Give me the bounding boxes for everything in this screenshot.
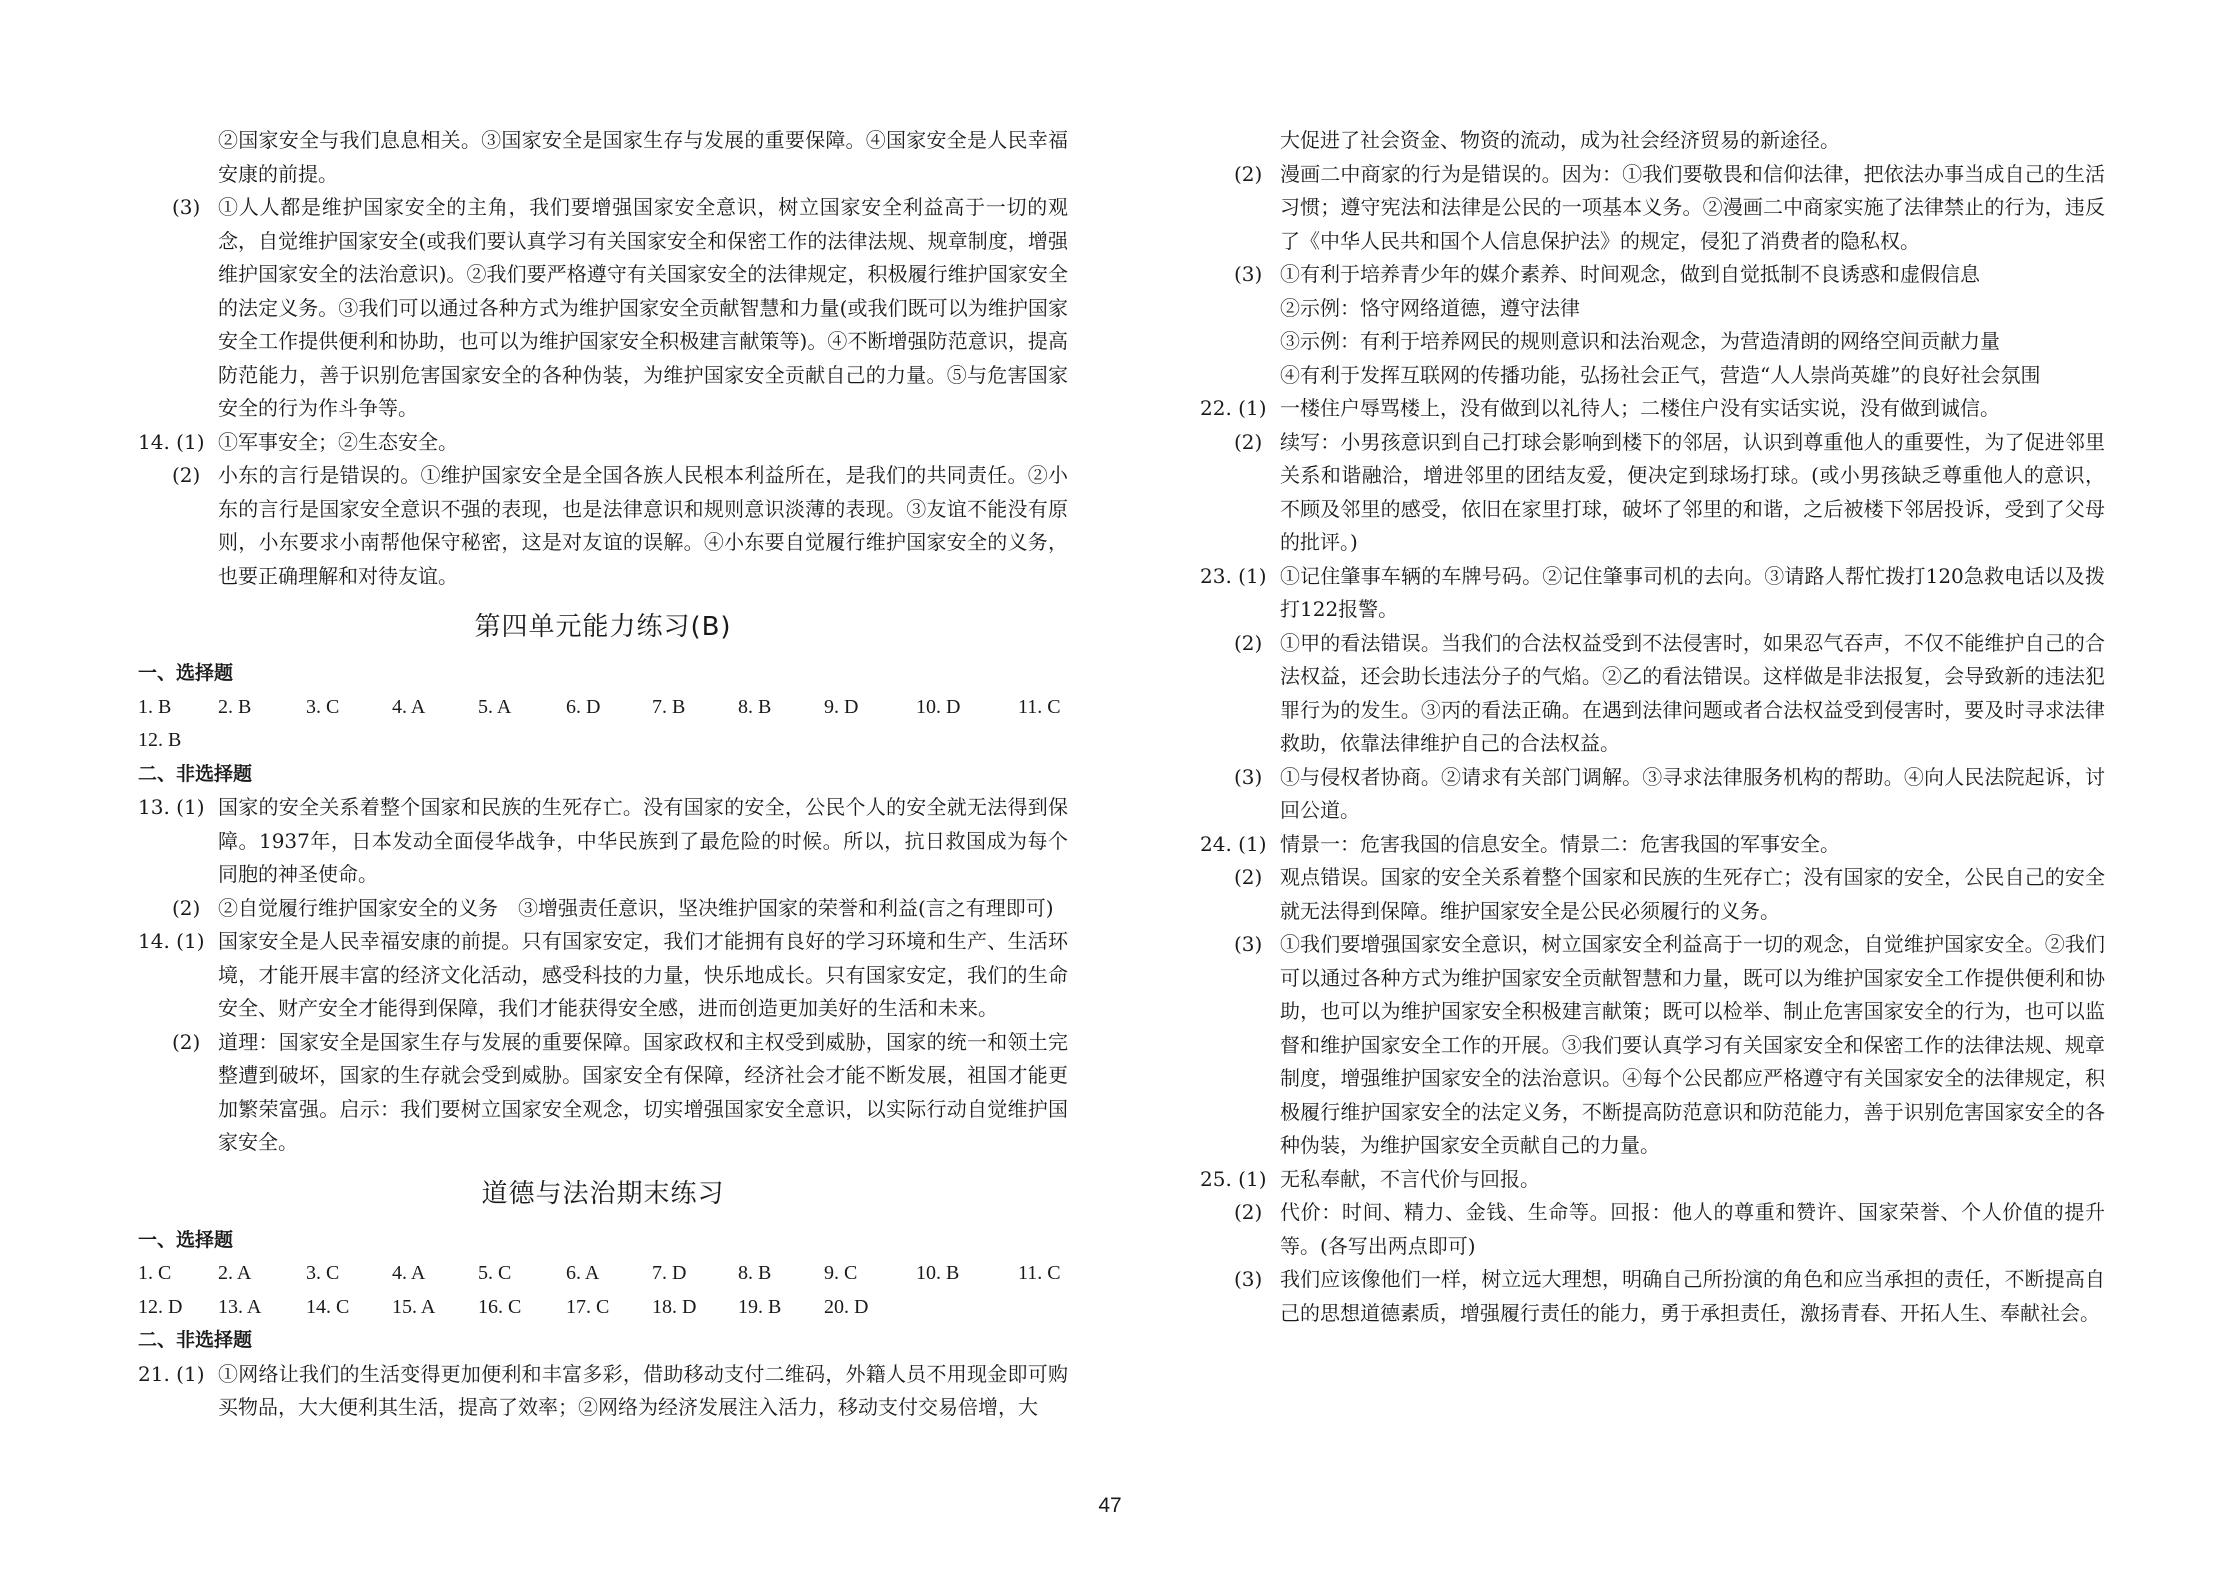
- question-label: 14. (1): [138, 929, 205, 953]
- answer-paragraph: [138, 426, 1068, 460]
- choice-answer: 12. B: [138, 729, 182, 751]
- answer-paragraph: [1200, 292, 2105, 326]
- choice-answer: 17. C: [566, 1295, 610, 1318]
- answer-text: ①有利于培养青少年的媒介素养、时间观念，做到自觉抵制不良诱惑和虚假信息: [1280, 262, 1980, 286]
- answer-paragraph: [1200, 761, 2105, 828]
- choice-answer: 5. C: [478, 1262, 512, 1284]
- answer-text: ①与侵权者协商。②请求有关部门调解。③寻求法律服务机构的帮助。④向人民法院起诉，讨回公道。: [1280, 764, 2105, 822]
- answer-text: 一楼住户辱骂楼上，没有做到以礼待人；二楼住户没有实话实说，没有做到诚信。: [1280, 396, 2000, 420]
- answer-text: ③示例：有利于培养网民的规则意识和法治观念，为营造清朗的网络空间贡献力量: [1280, 329, 2000, 353]
- question-label: (2): [1234, 865, 1263, 889]
- left-column: [138, 124, 1068, 1425]
- choice-answer: 11. C: [1018, 1262, 1061, 1284]
- question-label: (3): [1234, 764, 1263, 789]
- question-label: 23. (1): [1200, 563, 1267, 588]
- answer-text: 代价：时间、精力、金钱、生命等。回报：他人的尊重和赞许、国家荣誉、个人价值的提升等。(各写出两点即可): [1280, 1200, 2105, 1258]
- answer-text: ①记住肇事车辆的车牌号码。②记住肇事司机的去向。③请路人帮忙拨打120急救电话以及拨打122报警。: [1280, 563, 2105, 621]
- answer-text: 国家的安全关系着整个国家和民族的生死存亡。没有国家的安全，公民个人的安全就无法得到保障。1937年，日本发动全面侵华战争，中华民族到了最危险的时候。所以，抗日救国成为每个同胞的神圣使命。: [218, 795, 1068, 886]
- choice-answer: 4. A: [392, 1262, 426, 1284]
- question-label: (3): [172, 195, 201, 219]
- answer-paragraph: [1200, 158, 2105, 259]
- answer-paragraph: [1200, 560, 2105, 627]
- choice-answer: 11. C: [1018, 695, 1061, 718]
- choice-answer: 9. C: [824, 1262, 858, 1284]
- choice-answer: 4. A: [392, 695, 426, 718]
- section-title: 第四单元能力练习(B): [474, 612, 732, 642]
- answer-paragraph: [138, 1358, 1068, 1425]
- answer-text: 道理：国家安全是国家生存与发展的重要保障。国家政权和主权受到威胁，国家的统一和领土完整遭到破坏，国家的生存就会受到威胁。国家安全有保障，经济社会才能不断发展，祖国才能更加繁荣富强。启示：我们要树立国家安全观念，切实增强国家安全意识，以实际行动自觉维护国家安全。: [218, 1029, 1068, 1154]
- answer-paragraph: [138, 459, 1068, 593]
- question-label: 25. (1): [1200, 1166, 1267, 1191]
- answer-paragraph: [138, 925, 1068, 1026]
- choice-answers-row: [138, 1257, 1068, 1291]
- answer-text: 续写：小男孩意识到自己打球会影响到楼下的邻居，认识到尊重他人的重要性，为了促进邻里关系和谐融洽，增进邻里的团结友爱，便决定到球场打球。(或小男孩缺乏尊重他人的意识，不顾及邻里的感受，依旧在家里打球，破坏了邻里的和谐，之后被楼下邻居投诉，受到了父母的批评。): [1280, 429, 2105, 554]
- choice-answer: 8. B: [738, 1262, 772, 1284]
- answer-paragraph: [1200, 928, 2105, 1163]
- answer-paragraph: [1200, 1263, 2105, 1330]
- question-label: (3): [1234, 262, 1263, 286]
- subsection-heading: 一、选择题: [138, 662, 234, 684]
- choice-answer: 12. D: [138, 1295, 183, 1318]
- answer-text: ①甲的看法错误。当我们的合法权益受到不法侵害时，如果忍气吞声，不仅不能维护自己的合法权益，还会助长违法分子的气焰。②乙的看法错误。这样做是非法报复，会导致新的违法犯罪行为的发生。③丙的看法正确。在遇到法律问题或者合法权益受到侵害时，要及时寻求法律救助，依靠法律维护自己的合法权益。: [1280, 630, 2105, 755]
- answer-text: 无私奉献，不言代价与回报。: [1280, 1166, 1540, 1191]
- question-label: (2): [1234, 429, 1263, 454]
- answer-text: 小东的言行是错误的。①维护国家安全是全国各族人民根本利益所在，是我们的共同责任。②小东的言行是国家安全意识不强的表现，也是法律意识和规则意识淡薄的表现。③友谊不能没有原则，小东要求小南帮他保守秘密，这是对友谊的误解。④小东要自觉履行维护国家安全的义务，也要正确理解和对待友谊。: [218, 463, 1068, 588]
- answer-paragraph: [1200, 426, 2105, 560]
- choice-answer: 7. B: [652, 695, 686, 718]
- choice-answer: 6. D: [566, 695, 601, 718]
- answer-text: 漫画二中商家的行为是错误的。因为：①我们要敬畏和信仰法律，把依法办事当成自己的生活习惯；遵守宪法和法律是公民的一项基本义务。②漫画二中商家实施了法律禁止的行为，违反了《中华人民共和国个人信息保护法》的规定，侵犯了消费者的隐私权。: [1280, 161, 2105, 253]
- choice-answer: 13. A: [218, 1295, 262, 1318]
- choice-answer: 6. A: [566, 1262, 600, 1284]
- answer-text: ②示例：恪守网络道德，遵守法律: [1280, 295, 1580, 320]
- answer-text: ②自觉履行维护国家安全的义务 ③增强责任意识，坚决维护国家的荣誉和利益(言之有理即可): [218, 895, 1054, 920]
- choice-answer: 20. D: [824, 1295, 869, 1318]
- choice-answer: 7. D: [652, 1262, 687, 1284]
- answer-paragraph: [1200, 861, 2105, 928]
- choice-answer: 3. C: [306, 695, 340, 718]
- page-number: 47: [1098, 1494, 1122, 1517]
- answer-text: 国家安全是人民幸福安康的前提。只有国家安定，我们才能拥有良好的学习环境和生产、生活环境，才能开展丰富的经济文化活动，感受科技的力量，快乐地成长。只有国家安定，我们的生命安全、财产安全才能得到保障，我们才能获得安全感，进而创造更加美好的生活和未来。: [218, 929, 1068, 1020]
- choice-answer: 3. C: [306, 1262, 340, 1284]
- choice-answer: 1. B: [138, 695, 172, 718]
- choice-answers-row: [138, 1291, 1068, 1325]
- choice-answers-row: [138, 724, 1068, 758]
- right-column: [1200, 124, 2105, 1330]
- answer-paragraph: [138, 191, 1068, 426]
- choice-answer: 1. C: [138, 1262, 172, 1284]
- answer-text: ①我们要增强国家安全意识，树立国家安全利益高于一切的观念，自觉维护国家安全。②我们可以通过各种方式为维护国家安全贡献智慧和力量，既可以为维护国家安全工作提供便利和协助，也可以为维护国家安全积极建言献策；既可以检举、制止危害国家安全的行为，也可以监督和维护国家安全工作的开展。③我们要认真学习有关国家安全和保密工作的法律法规、规章制度，增强维护国家安全的法治意识。④每个公民都应严格遵守有关国家安全的法律规定，积极履行维护国家安全的法定义务，不断提高防范意识和防范能力，善于识别危害国家安全的各种伪装，为维护国家安全贡献自己的力量。: [1280, 932, 2105, 1157]
- question-label: 24. (1): [1200, 831, 1267, 856]
- answer-paragraph: [1200, 359, 2105, 393]
- choice-answer: 16. C: [478, 1295, 522, 1318]
- choice-answer: 5. A: [478, 695, 512, 718]
- answer-paragraph: [1200, 627, 2105, 761]
- subsection-heading: 二、非选择题: [138, 762, 253, 785]
- answer-paragraph: [1200, 828, 2105, 862]
- question-label: (2): [1234, 161, 1263, 186]
- question-label: (2): [172, 895, 201, 920]
- answer-text: 大促进了社会资金、物资的流动，成为社会经济贸易的新途径。: [1280, 128, 1840, 152]
- answer-text: ④有利于发挥互联网的传播功能，弘扬社会正气，营造“人人崇尚英雄”的良好社会氛围: [1280, 362, 2041, 387]
- answer-paragraph: [1200, 258, 2105, 292]
- answer-text: ①网络让我们的生活变得更加便利和丰富多彩，借助移动支付二维码，外籍人员不用现金即可购买物品，大大便利其生活，提高了效率；②网络为经济发展注入活力，移动支付交易倍增，大: [218, 1361, 1068, 1419]
- choice-answer: 10. D: [916, 695, 961, 718]
- answer-text: 情景一：危害我国的信息安全。情景二：危害我国的军事安全。: [1280, 831, 1840, 856]
- question-label: 14. (1): [138, 429, 205, 454]
- answer-paragraph: [138, 1026, 1068, 1160]
- question-label: (2): [1234, 1200, 1263, 1224]
- choice-answers-row: [138, 691, 1068, 725]
- choice-answer: 9. D: [824, 695, 859, 718]
- choice-answer: 2. A: [218, 1262, 252, 1284]
- answer-paragraph: [1200, 1196, 2105, 1263]
- answer-paragraph: [1200, 392, 2105, 426]
- subsection-heading: 一、选择题: [138, 1228, 234, 1251]
- answer-paragraph: [138, 124, 1068, 191]
- question-label: (2): [172, 1029, 201, 1054]
- answer-paragraph: [1200, 1163, 2105, 1197]
- question-label: (2): [172, 463, 201, 487]
- choice-answer: 10. B: [916, 1262, 960, 1284]
- answer-paragraph: [138, 791, 1068, 892]
- answer-text: ①人人都是维护国家安全的主角，我们要增强国家安全意识，树立国家安全利益高于一切的观念，自觉维护国家安全(或我们要认真学习有关国家安全和保密工作的法律法规、规章制度，增强维护国家安全的法治意识)。②我们要严格遵守有关国家安全的法律规定，积极履行维护国家安全的法定义务。③我们可以通过各种方式为维护国家安全贡献智慧和力量(或我们既可以为维护国家安全工作提供便利和协助，也可以为维护国家安全积极建言献策等)。④不断增强防范意识，提高防范能力，善于识别危害国家安全的各种伪装，为维护国家安全贡献自己的力量。⑤与危害国家安全的行为作斗争等。: [218, 195, 1068, 420]
- answer-text: ②国家安全与我们息息相关。③国家安全是国家生存与发展的重要保障。④国家安全是人民幸福安康的前提。: [218, 128, 1068, 186]
- question-label: (3): [1234, 932, 1263, 956]
- choice-answer: 8. B: [738, 695, 772, 718]
- answer-text: 观点错误。国家的安全关系着整个国家和民族的生死存亡；没有国家的安全，公民自己的安全就无法得到保障。维护国家安全是公民必须履行的义务。: [1280, 865, 2105, 923]
- answer-text: 我们应该像他们一样，树立远大理想，明确自己所扮演的角色和应当承担的责任，不断提高自己的思想道德素质，增强履行责任的能力，勇于承担责任，激扬青春、开拓人生、奉献社会。: [1280, 1267, 2105, 1325]
- answer-paragraph: [1200, 325, 2105, 359]
- answer-paragraph: [1200, 124, 2105, 158]
- choice-answer: 18. D: [652, 1295, 697, 1318]
- question-label: (3): [1234, 1267, 1263, 1291]
- choice-answer: 14. C: [306, 1295, 350, 1318]
- choice-answer: 19. B: [738, 1295, 782, 1318]
- question-label: (2): [1234, 630, 1263, 655]
- choice-answer: 15. A: [392, 1295, 436, 1318]
- question-label: 13. (1): [138, 795, 205, 819]
- question-label: 22. (1): [1200, 396, 1267, 420]
- question-label: 21. (1): [138, 1361, 205, 1386]
- answer-text: ①军事安全；②生态安全。: [218, 429, 458, 454]
- choice-answer: 2. B: [218, 695, 252, 718]
- subsection-heading: 二、非选择题: [138, 1329, 253, 1351]
- answer-paragraph: [138, 892, 1068, 926]
- section-title: 道德与法治期末练习: [481, 1178, 725, 1209]
